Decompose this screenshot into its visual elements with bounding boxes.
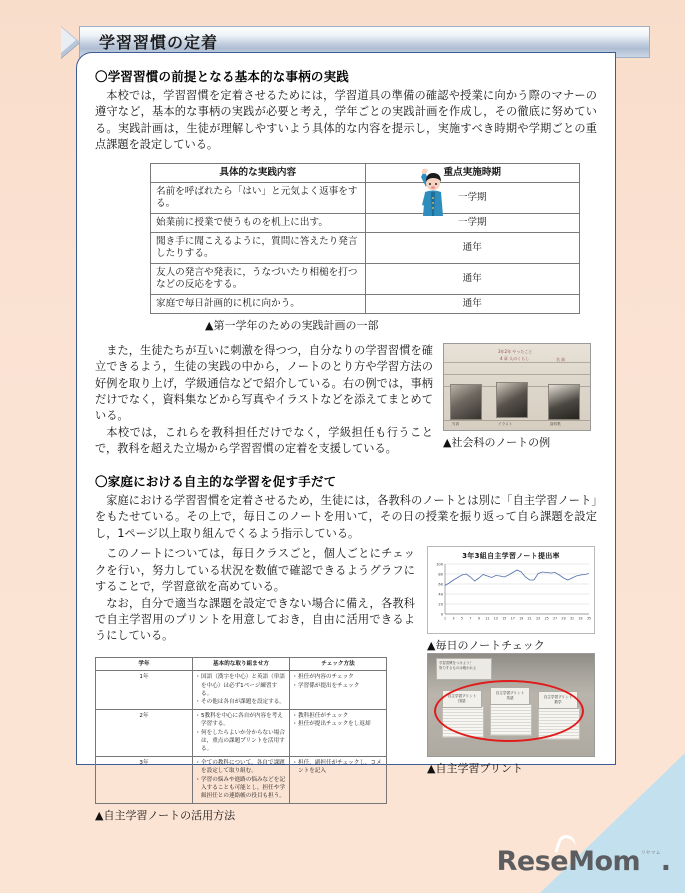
section2-text-column [95, 546, 415, 823]
cell-check [290, 756, 387, 803]
usage-table-caption: ▲自主学習ノートの活用方法 [95, 808, 236, 822]
cell-grade: 1年 [96, 671, 193, 710]
notebook-usage-table [95, 657, 387, 804]
section2-body-columns [95, 546, 597, 823]
cell-check [290, 671, 387, 710]
table-row [151, 294, 580, 313]
notebook-handwriting-line-1: 3年2年 やったこと [498, 348, 533, 354]
table-row [96, 671, 387, 710]
cell-content: 名前を呼ばれたら「はい」と元気よく返事をする。 [151, 182, 366, 213]
svg-text:29: 29 [561, 616, 566, 621]
notebook-label-1: 写真 [452, 421, 460, 426]
cell-grade: 3年 [96, 756, 193, 803]
table-header-row [96, 657, 387, 670]
holder-subject: 数学 [554, 700, 562, 705]
practice-table-caption: ▲第一学年のための実践計画の一部 [205, 318, 379, 332]
svg-text:3: 3 [452, 616, 455, 621]
section2-paragraph-2: このノートについては，毎日クラスごと，個人ごとにチェックを行い，努力している状況を数値で確認できるようグラフにすることで，学習意欲を高めている。 [95, 547, 415, 594]
cell-content: 家庭で毎日計画的に机に向かう。 [151, 294, 366, 313]
cell-period: 通年 [365, 294, 580, 313]
cell-method [193, 709, 290, 756]
check-item: ・ 教科担任がチェック [293, 712, 383, 720]
red-highlight-ellipse [434, 680, 584, 742]
wall-poster-line-2: 努力するものは報われる [439, 666, 477, 671]
holder-title: 自主学習プリント [543, 695, 573, 700]
section1-media-column [443, 343, 591, 458]
svg-text:31: 31 [570, 616, 575, 621]
svg-text:20: 20 [438, 602, 443, 607]
col-header-period: 重点実施時期 [365, 163, 580, 182]
notebook-label-3: 資料集 [550, 421, 561, 426]
chart-caption: ▲毎日のノートチェック [427, 639, 545, 653]
cell-content: 始業前に授業で使うものを机上に出す。 [151, 213, 366, 232]
svg-text:19: 19 [519, 616, 524, 621]
table-row [96, 709, 387, 756]
svg-text:13: 13 [493, 616, 498, 621]
worksheet-photo-caption: ▲自主学習プリント [427, 762, 524, 776]
method-item: ・ 5教科を中心に各自が内容を考え学習する。 [196, 712, 286, 729]
svg-text:33: 33 [578, 616, 583, 621]
cell-check [290, 709, 387, 756]
method-item: ・ その他は各自が課題を設定する。 [196, 698, 286, 706]
section1-heading: 〇学習習慣の前提となる基本的な事柄の実践 [95, 69, 350, 84]
section-home-study [95, 472, 597, 823]
holder-subject: 国語 [458, 699, 466, 704]
method-item: ・ 学習の悩みや進路の悩みなどを記入することも可能とし，担任や学級担任との連絡帳の役目も担う。 [196, 776, 286, 801]
chart-plot-area [428, 561, 594, 627]
svg-text:15: 15 [502, 616, 507, 621]
cell-method [193, 671, 290, 710]
check-item: ・ 学習係が提出をチェック [293, 682, 383, 690]
svg-text:1: 1 [443, 616, 447, 621]
cell-content: 友人の発言や発表に，うなづいたり相槌を打つなどの反応をする。 [151, 263, 366, 294]
cell-period: 一学期 [365, 182, 580, 213]
check-item: ・ 担任，副担任がチェックし，コメントを記入 [293, 759, 383, 776]
social-studies-notebook-photo [443, 343, 591, 431]
check-item: ・ 担任が提出チェックをし返却 [293, 720, 383, 728]
holder-title: 自主学習プリント [495, 691, 525, 696]
cell-content: 聞き手に聞こえるように，質問に答えたり発言したりする。 [151, 232, 366, 263]
cell-period: 通年 [365, 263, 580, 294]
practice-plan-table-wrapper [150, 163, 580, 314]
section2-paragraph-1: 家庭における学習習慣を定着させるため，生徒には，各教科のノートとは別に「自主学習ノート」をもたせている。その上で，毎日このノートを用いて，その日の授業を振り返って自ら課題を設定し，1ページ以上取り組んでくるよう指示している。 [95, 493, 597, 540]
section1-paragraph-1: 本校では，学習習慣を定着させるためには，学習道具の準備の確認や授業に向かう際のマナーの遵守など，基本的な事柄の実践が必要と考え，学年ごとの実践計画を作成し，その徹底に努めている。実践計画は，生徒が理解しやすいよう具体的な内容を提示し，実施すべき時期や学期ごとの重点課題を設定している。 [95, 89, 597, 152]
section2-paragraph-3: なお，自分で適当な課題を設定できない場合に備え，各教科で自主学習用のプリントを用意しておき，自由に活用できるようにしている。 [95, 596, 415, 643]
cell-period: 通年 [365, 232, 580, 263]
table-row [151, 213, 580, 232]
col-header-grade: 学年 [96, 657, 193, 670]
cell-method [193, 756, 290, 803]
section1-body-columns [95, 343, 597, 458]
chart-title: 3年3組自主学習ノート提出率 [462, 552, 560, 561]
notebook-photo-caption: ▲社会科のノートの例 [443, 435, 551, 449]
notebook-handwriting-line-3: 名 前 [556, 356, 566, 362]
resemom-logo [497, 848, 671, 875]
svg-text:40: 40 [438, 592, 443, 597]
section-basic-practices [95, 67, 597, 458]
section1-paragraph-2: また，生徒たちが互いに刺激を得つつ，自分なりの学習習慣を確立できるよう，生徒の実践の中から，ノートのとり方や学習方法の好例を取り上げ，学級通信などで紹介している。右の例では，事柄だけでなく，資料集などから写真やイラストなどを添えてまとめている。 [95, 343, 433, 423]
section1-text-column [95, 343, 433, 458]
table-row [151, 232, 580, 263]
content-card [76, 52, 616, 822]
ribbon-arrow-highlight [61, 27, 76, 53]
col-header-content: 具体的な実践内容 [151, 163, 366, 182]
svg-text:60: 60 [438, 582, 443, 587]
wall-poster-line-1: 学習習慣をつけよう！ [439, 661, 473, 666]
svg-text:21: 21 [527, 616, 532, 621]
svg-text:23: 23 [536, 616, 541, 621]
col-header-method: 基本的な取り組ませ方 [193, 657, 290, 670]
svg-text:80: 80 [438, 572, 443, 577]
logo-kana-label: リセマム [641, 850, 661, 856]
method-item: ・ 国語（漢字を中心）と英語（単語を中心）は必ず1ページ練習する。 [196, 673, 286, 698]
svg-text:35: 35 [586, 616, 592, 621]
holder-title: 自主学習プリント [447, 694, 477, 699]
notebook-handwriting-line-2: 4 章 人のくらし [500, 355, 530, 361]
notebook-label-2: イラスト [498, 421, 513, 426]
method-item: ・ 全ての教科について，各自で課題を設定して取り組む。 [196, 759, 286, 776]
svg-text:100: 100 [436, 562, 443, 567]
practice-plan-table [150, 163, 580, 314]
wall-poster [436, 658, 492, 680]
page-title: 学習習慣の定着 [99, 33, 219, 52]
section1-paragraph-3: 本校では，これらを教科担任だけでなく，学級担任も行うことで，教科を超えた立場から学習習慣の定着を支援している。 [95, 425, 433, 456]
holder-subject: 英語 [506, 696, 514, 701]
svg-text:27: 27 [553, 616, 558, 621]
svg-text:9: 9 [477, 616, 480, 621]
cell-grade: 2年 [96, 709, 193, 756]
svg-text:5: 5 [460, 616, 463, 621]
method-item: ・ 何をしたらよいか分からない場合は，重点の課題プリントを活用する。 [196, 729, 286, 754]
check-item: ・ 担任が内容のチェック [293, 673, 383, 681]
table-row [151, 182, 580, 213]
section2-media-column [427, 546, 595, 823]
svg-text:7: 7 [469, 616, 472, 621]
col-header-check: チェック方法 [290, 657, 387, 670]
logo-wordmark: ReseMom [496, 846, 641, 877]
submission-rate-chart [427, 546, 595, 634]
table-row [151, 263, 580, 294]
section2-heading: 〇家庭における自主的な学習を促す手だて [95, 473, 337, 489]
cell-period: 一学期 [365, 213, 580, 232]
self-study-worksheets-photo [427, 653, 595, 757]
table-row [96, 756, 387, 803]
svg-text:11: 11 [485, 616, 490, 621]
svg-text:17: 17 [510, 616, 515, 621]
svg-text:0: 0 [440, 612, 443, 617]
notebook-usage-table-wrapper [95, 657, 387, 823]
svg-text:25: 25 [544, 616, 549, 621]
table-header-row [151, 163, 580, 182]
logo-period: . [660, 846, 671, 877]
